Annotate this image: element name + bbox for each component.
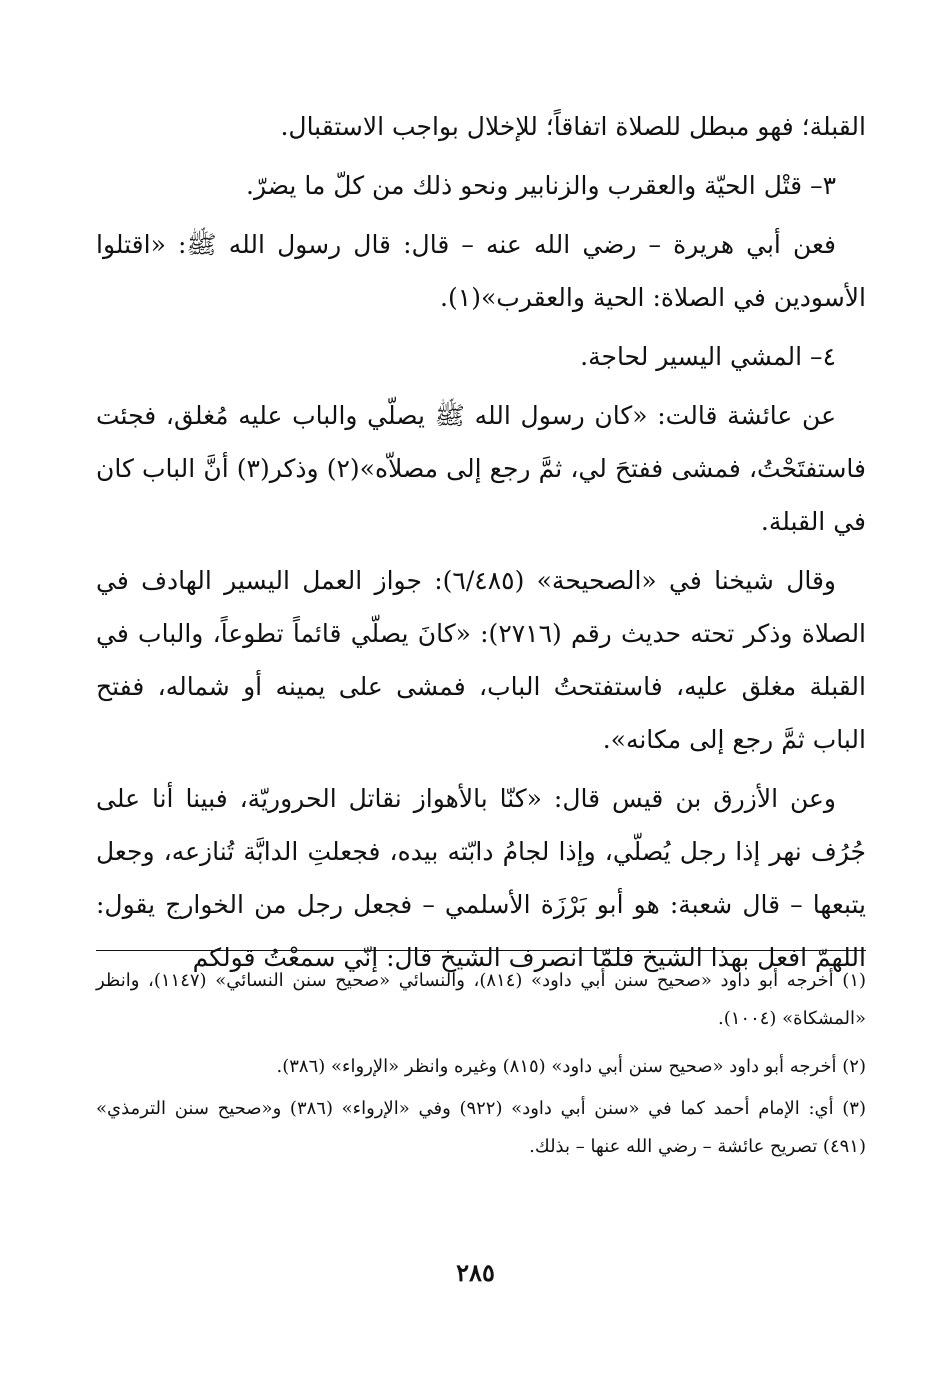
paragraph-abu-hurayra-hadith: فعن أبي هريرة – رضي الله عنه – قال: قال رسول الله ﷺ: «اقتلوا الأسودين في الصلاة: الحية والعقرب»(١). [96,230,866,312]
footnote-1: (١) أخرجه أبو داود «صحيح سنن أبي داود» (٨١٤)، والنسائي «صحيح سنن النسائي» (١١٤٧)، وانظر «المشكاة» (١٠٠٤). [96,970,867,1029]
footnote-3: (٣) أي: الإمام أحمد كما في «سنن أبي داود» (٩٢٢) وفي «الإرواء» (٣٨٦) و«صحيح سنن الترمذي» (٤٩١) تصريح عائشة – رضي الله عنها – بذلك. [96,1098,866,1157]
point-3-heading: ٣– قتْل الحيّة والعقرب والزنابير ونحو ذلك من كلّ ما يضرّ. [246,171,836,200]
paragraph-aisha-hadith: عن عائشة قالت: «كان رسول الله ﷺ يصلّي والباب عليه مُغلق، فجئت فاستفتَحْتُ، فمشى ففتحَ لي، ثمَّ رجع إلى مصلاّه»(٢) وذكر(٣) أنَّ الباب كان في القبلة. [96,401,866,536]
main-text [96,100,866,990]
footnotes [96,962,866,1176]
footnote-2: (٢) أخرجه أبو داود «صحيح سنن أبي داود» (٨١٥) وغيره وانظر «الإرواء» (٣٨٦). [276,1056,866,1077]
footnote-divider [96,950,866,951]
paragraph-sahiha-note: وقال شيخنا في «الصحيحة» (٦/٤٨٥): جواز العمل اليسير الهادف في الصلاة وذكر تحته حديث رقم (٢٧١٦): «كانَ يصلّي قائماً تطوعاً، والباب في القبلة مغلق عليه، فاستفتحتُ الباب، فمشى على يمينه أو شماله، ففتح الباب ثمَّ رجع إلى مكانه». [96,566,867,754]
page-number: ٢٨٥ [456,1258,495,1287]
point-4-heading: ٤– المشي اليسير لحاجة. [580,342,836,371]
paragraph-azraq-hadith: وعن الأزرق بن قيس قال: «كنّا بالأهواز نقاتل الحروريّة، فبينا أنا على جُرُف نهر إذا رجل يُصلّي، وإذا لجامُ دابّته بيده، فجعلتِ الدابَّة تُنازعه، وجعل يتبعها – قال شعبة: هو أبو بَرْزَة الأسلمي – فجعل رجل من الخوارج يقول: اللهمّ افعل بهذا الشيخ فلمّا انصرف الشيخ قال: إنّي سمعْتُ قولكم [96,784,866,972]
paragraph-qibla-continuation: القبلة؛ فهو مبطل للصلاة اتفاقاً؛ للإخلال بواجب الاستقبال. [280,112,866,141]
